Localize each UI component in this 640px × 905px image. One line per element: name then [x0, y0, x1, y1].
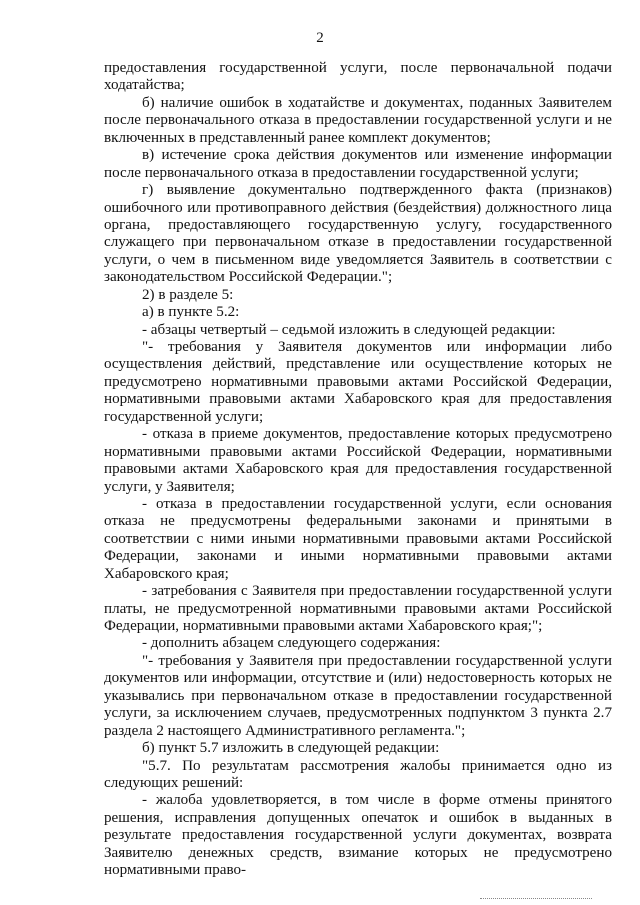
scan-artifact	[480, 898, 592, 900]
paragraph: - затребования с Заявителя при предоставлении государственной услуги платы, не предусмотренной нормативными правовыми актами Российской Федерации, нормативными правовыми актами Хабаровского края;";	[104, 583, 612, 634]
document-body	[104, 60, 612, 880]
paragraph: а) в пункте 5.2:	[142, 304, 240, 321]
page-number: 2	[316, 30, 324, 46]
paragraph: "- требования у Заявителя документов или информации либо осуществления действий, представление или осуществление которых не предусмотрено нормативными правовыми актами Российской Федерации, нормативными правовыми актами Хабаровского края для предоставления государственной услуги;	[104, 339, 612, 425]
paragraph: г) выявление документально подтвержденного факта (признаков) ошибочного или противоправного действия (бездействия) должностного лица органа, предоставляющего государственную услугу, государственного служащего при первоначальном отказе в предоставлении государственной услуги, о чем в письменном виде уведомляется Заявитель в соответствии с законодательством Российской Федерации.";	[104, 182, 612, 286]
paragraph: б) пункт 5.7 изложить в следующей редакции:	[142, 740, 440, 757]
paragraph: "- требования у Заявителя при предоставлении государственной услуги документов или информации, отсутствие и (или) недостоверность которых не указывались при первоначальном отказе в предоставлении государственной услуги, за исключением случаев, предусмотренных подпунктом 3 пункта 2.7 раздела 2 настоящего Административного регламента.";	[104, 652, 612, 739]
paragraph: - жалоба удовлетворяется, в том числе в форме отмены принятого решения, исправления допущенных опечаток и ошибок в выданных в результате предоставления государственной услуги документах, возврата Заявителю денежных средств, взимание которых не предусмотрено нормативными право-	[104, 792, 612, 879]
paragraph: "5.7. По результатам рассмотрения жалобы принимается одно из следующих решений:	[104, 757, 612, 791]
paragraph: - дополнить абзацем следующего содержания:	[142, 635, 441, 652]
paragraph: 2) в разделе 5:	[142, 286, 234, 303]
paragraph: - отказа в предоставлении государственной услуги, если основания отказа не предусмотрены федеральными законами и принятыми в соответствии с ними иными нормативными правовыми актами Российской Федерации, законами и иными нормативными правовыми актами Хабаровского края;	[104, 495, 612, 582]
paragraph: в) истечение срока действия документов или изменение информации после первоначального отказа в предоставлении государственной услуги;	[104, 147, 612, 181]
paragraph: предоставления государственной услуги, после первоначальной подачи ходатайства;	[104, 60, 612, 94]
paragraph: - отказа в приеме документов, предоставление которых предусмотрено нормативными правовыми актами Российской Федерации, нормативными правовыми актами Хабаровского края для предоставления государственной услуги, у Заявителя;	[104, 426, 612, 495]
paragraph: - абзацы четвертый – седьмой изложить в следующей редакции:	[142, 321, 556, 338]
paragraph: б) наличие ошибок в ходатайстве и документах, поданных Заявителем после первоначального отказа в предоставлении государственной услуги и не включенных в представленный ранее комплект документов;	[104, 94, 612, 146]
